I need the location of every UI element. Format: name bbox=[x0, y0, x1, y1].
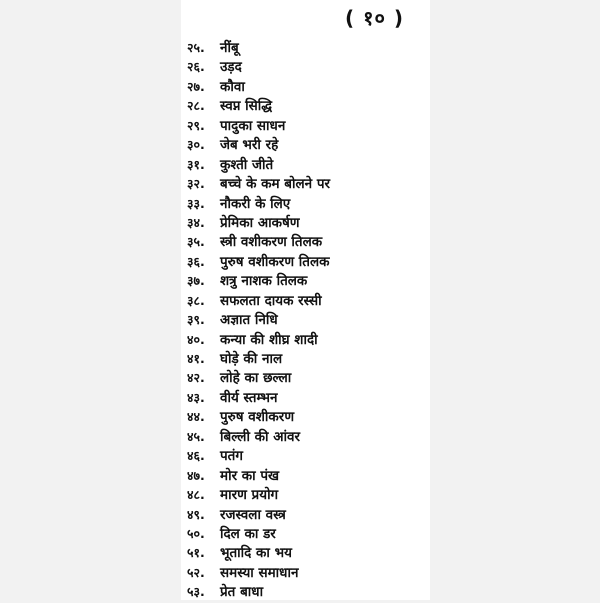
item-title: कुश्ती जीते bbox=[220, 156, 274, 173]
list-item bbox=[187, 446, 427, 465]
list-item bbox=[187, 232, 427, 251]
contents-list bbox=[187, 38, 427, 602]
item-number: ५१. bbox=[187, 545, 205, 561]
item-title: सफलता दायक रस्सी bbox=[220, 292, 322, 309]
item-title: पतंग bbox=[220, 448, 243, 465]
item-number: ३७. bbox=[187, 273, 205, 289]
item-title: बच्चे के कम बोलने पर bbox=[220, 176, 331, 193]
item-number: ३१. bbox=[187, 156, 205, 172]
item-title: भूतादि का भय bbox=[220, 545, 292, 562]
item-title: जेब भरी रहे bbox=[220, 137, 279, 154]
list-item bbox=[187, 427, 427, 446]
list-item bbox=[187, 466, 427, 485]
item-title: पुरुष वशीकरण bbox=[220, 409, 295, 426]
item-number: ५०. bbox=[187, 525, 205, 541]
item-number: ४७. bbox=[187, 467, 205, 483]
page-number: ( १० ) bbox=[345, 6, 405, 30]
item-title: पादुका साधन bbox=[220, 117, 286, 134]
item-title: उड़द bbox=[220, 59, 242, 76]
item-number: ३५. bbox=[187, 234, 205, 250]
item-number: ३८. bbox=[187, 292, 205, 308]
item-number: ४४. bbox=[187, 409, 205, 425]
item-number: ४५. bbox=[187, 428, 205, 444]
item-number: २५. bbox=[187, 40, 205, 55]
item-number: ४०. bbox=[187, 331, 205, 347]
list-item bbox=[187, 563, 427, 582]
item-title: दिल का डर bbox=[220, 525, 276, 542]
list-item bbox=[187, 174, 427, 193]
item-number: ४६. bbox=[187, 448, 205, 464]
list-item bbox=[187, 524, 427, 543]
list-item bbox=[187, 485, 427, 504]
item-number: २९. bbox=[187, 117, 205, 133]
item-title: अज्ञात निधि bbox=[220, 312, 278, 329]
item-number: ४१. bbox=[187, 351, 205, 366]
list-item bbox=[187, 543, 427, 562]
list-item bbox=[187, 271, 427, 290]
item-title: बिल्ली की आंवर bbox=[220, 428, 301, 445]
list-item bbox=[187, 505, 427, 524]
item-number: ३०. bbox=[187, 137, 205, 153]
item-number: २७. bbox=[187, 78, 205, 94]
item-title: रजस्वला वस्त्र bbox=[220, 506, 286, 523]
item-number: ४८. bbox=[187, 487, 205, 503]
item-number: ५३. bbox=[187, 584, 205, 600]
list-item bbox=[187, 407, 427, 426]
item-number: ४३. bbox=[187, 389, 205, 405]
list-item bbox=[187, 116, 427, 135]
item-title: घोड़े की नाल bbox=[220, 351, 283, 367]
item-title: स्वप्न सिद्धि bbox=[220, 98, 273, 115]
list-item bbox=[187, 194, 427, 213]
item-number: २८. bbox=[187, 98, 205, 114]
item-title: स्त्री वशीकरण तिलक bbox=[220, 234, 323, 251]
item-title: मोर का पंख bbox=[220, 467, 280, 484]
item-title: कन्या की शीघ्र शादी bbox=[220, 331, 318, 348]
item-number: ५२. bbox=[187, 564, 205, 580]
list-item bbox=[187, 38, 427, 57]
list-item bbox=[187, 388, 427, 407]
list-item bbox=[187, 368, 427, 387]
item-title: नौकरी के लिए bbox=[220, 195, 291, 212]
item-number: ४९. bbox=[187, 506, 205, 522]
item-number: ३३. bbox=[187, 195, 205, 211]
item-title: प्रेमिका आकर्षण bbox=[220, 214, 300, 231]
item-title: नींबू bbox=[220, 40, 239, 56]
list-item bbox=[187, 213, 427, 232]
item-title: शत्रु नाशक तिलक bbox=[220, 273, 308, 290]
list-item bbox=[187, 582, 427, 601]
item-number: ३२. bbox=[187, 176, 205, 192]
list-item bbox=[187, 135, 427, 154]
list-item bbox=[187, 57, 427, 76]
item-title: समस्या समाधान bbox=[220, 564, 299, 581]
list-item bbox=[187, 310, 427, 329]
item-number: ३६. bbox=[187, 253, 205, 269]
list-item bbox=[187, 252, 427, 271]
item-title: लोहे का छल्ला bbox=[220, 370, 292, 387]
list-item bbox=[187, 330, 427, 349]
item-title: कौवा bbox=[220, 78, 245, 95]
item-title: मारण प्रयोग bbox=[220, 487, 279, 504]
item-title: पुरुष वशीकरण तिलक bbox=[220, 253, 330, 270]
item-number: ३४. bbox=[187, 214, 205, 230]
list-item bbox=[187, 96, 427, 115]
list-item bbox=[187, 155, 427, 174]
item-number: ४२. bbox=[187, 370, 205, 386]
item-title: प्रेत बाधा bbox=[220, 584, 264, 601]
item-title: वीर्य स्तम्भन bbox=[220, 389, 278, 406]
item-number: २६. bbox=[187, 59, 205, 75]
list-item bbox=[187, 349, 427, 368]
list-item bbox=[187, 77, 427, 96]
list-item bbox=[187, 291, 427, 310]
item-number: ३९. bbox=[187, 312, 205, 328]
